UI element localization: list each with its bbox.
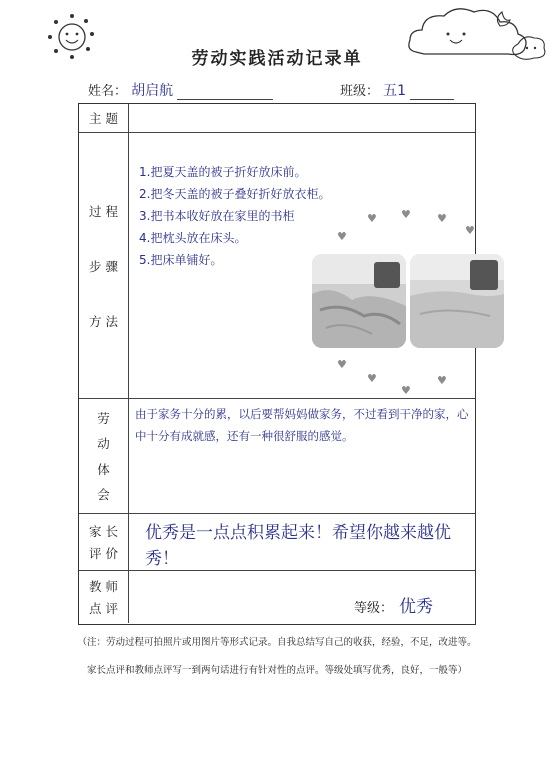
- parent-comment-row: [79, 514, 475, 571]
- grade-label: 等级：: [353, 601, 393, 616]
- name-value: 胡启航: [131, 83, 174, 99]
- parent-comment-text: 优秀是一点点积累起来！希望你越来越优秀！: [145, 523, 451, 569]
- step-item: 2.把冬天盖的被子叠好折好放衣柜。: [139, 187, 331, 201]
- step-item: 5.把床单铺好。: [139, 253, 223, 267]
- teacher-label-cell: [79, 571, 129, 623]
- heart-icon: ♥: [337, 358, 347, 371]
- topic-label-cell: [79, 104, 129, 132]
- reflection-label-cell: [79, 399, 129, 513]
- class-value: 五1: [383, 83, 407, 99]
- heart-icon: ♥: [337, 230, 347, 243]
- heart-icon: ♥: [367, 212, 377, 225]
- class-label: 班级：: [340, 84, 380, 99]
- class-field: [340, 80, 454, 100]
- heart-icon: ♥: [401, 208, 411, 221]
- reflection-text: 由于家务十分的累，以后要帮妈妈做家务，不过看到干净的家，心中十分有成就感，还有一种很舒服的感觉。: [135, 407, 469, 443]
- reflection-label-2: 动: [97, 436, 110, 452]
- heart-icon: ♥: [367, 372, 377, 385]
- grade-field: [354, 592, 433, 617]
- heart-icon: ♥: [401, 384, 411, 397]
- bed-photo-right: [410, 254, 504, 348]
- parent-label-cell: [79, 514, 129, 570]
- reflection-label-3: 体: [97, 461, 110, 477]
- parent-label-2: 评 价: [89, 546, 118, 561]
- name-field: [88, 80, 273, 100]
- steps-list: [139, 161, 330, 271]
- step-item: 1.把夏天盖的被子折好放床前。: [139, 165, 307, 179]
- teacher-label-1: 教 师: [89, 579, 118, 594]
- parent-content-cell: [131, 514, 475, 570]
- step-item: 4.把枕头放在床头。: [139, 231, 247, 245]
- topic-label: 主 题: [89, 111, 118, 126]
- teacher-label-2: 点 评: [89, 601, 118, 616]
- reflection-label-1: 劳: [97, 410, 110, 426]
- heart-icon: ♥: [465, 224, 475, 237]
- teacher-comment-row: [79, 571, 475, 623]
- process-label-1: 过 程: [89, 203, 118, 219]
- heart-icon: ♥: [437, 212, 447, 225]
- parent-label-1: 家 长: [89, 524, 118, 539]
- name-underline: [177, 99, 273, 100]
- process-label-2: 步 骤: [89, 258, 118, 274]
- grade-value: 优秀: [399, 597, 433, 617]
- step-item: 3.把书本收好放在家里的书柜: [139, 209, 295, 223]
- process-label-3: 方 法: [89, 313, 118, 329]
- name-label: 姓名：: [88, 84, 128, 99]
- record-table: [78, 103, 476, 625]
- topic-row: [79, 104, 475, 133]
- process-label-cell: [79, 133, 129, 398]
- footnote-line-1: （注：劳动过程可拍照片或用图片等形式记录。自我总结写自己的收获，经验，不足，改进等。: [77, 637, 477, 648]
- photo-collage: [307, 208, 527, 498]
- heart-icon: ♥: [437, 374, 447, 387]
- bed-photo-left: [312, 254, 406, 348]
- class-underline: [410, 99, 454, 100]
- reflection-label-4: 会: [97, 487, 110, 503]
- footnote-line-2: 家长点评和教师点评写一到两句话进行有针对性的点评。等级处填写优秀，良好，一般等）: [86, 665, 467, 676]
- teacher-content-cell: [131, 571, 475, 623]
- topic-value-cell: [131, 104, 475, 132]
- page-title: 劳动实践活动记录单: [191, 49, 363, 69]
